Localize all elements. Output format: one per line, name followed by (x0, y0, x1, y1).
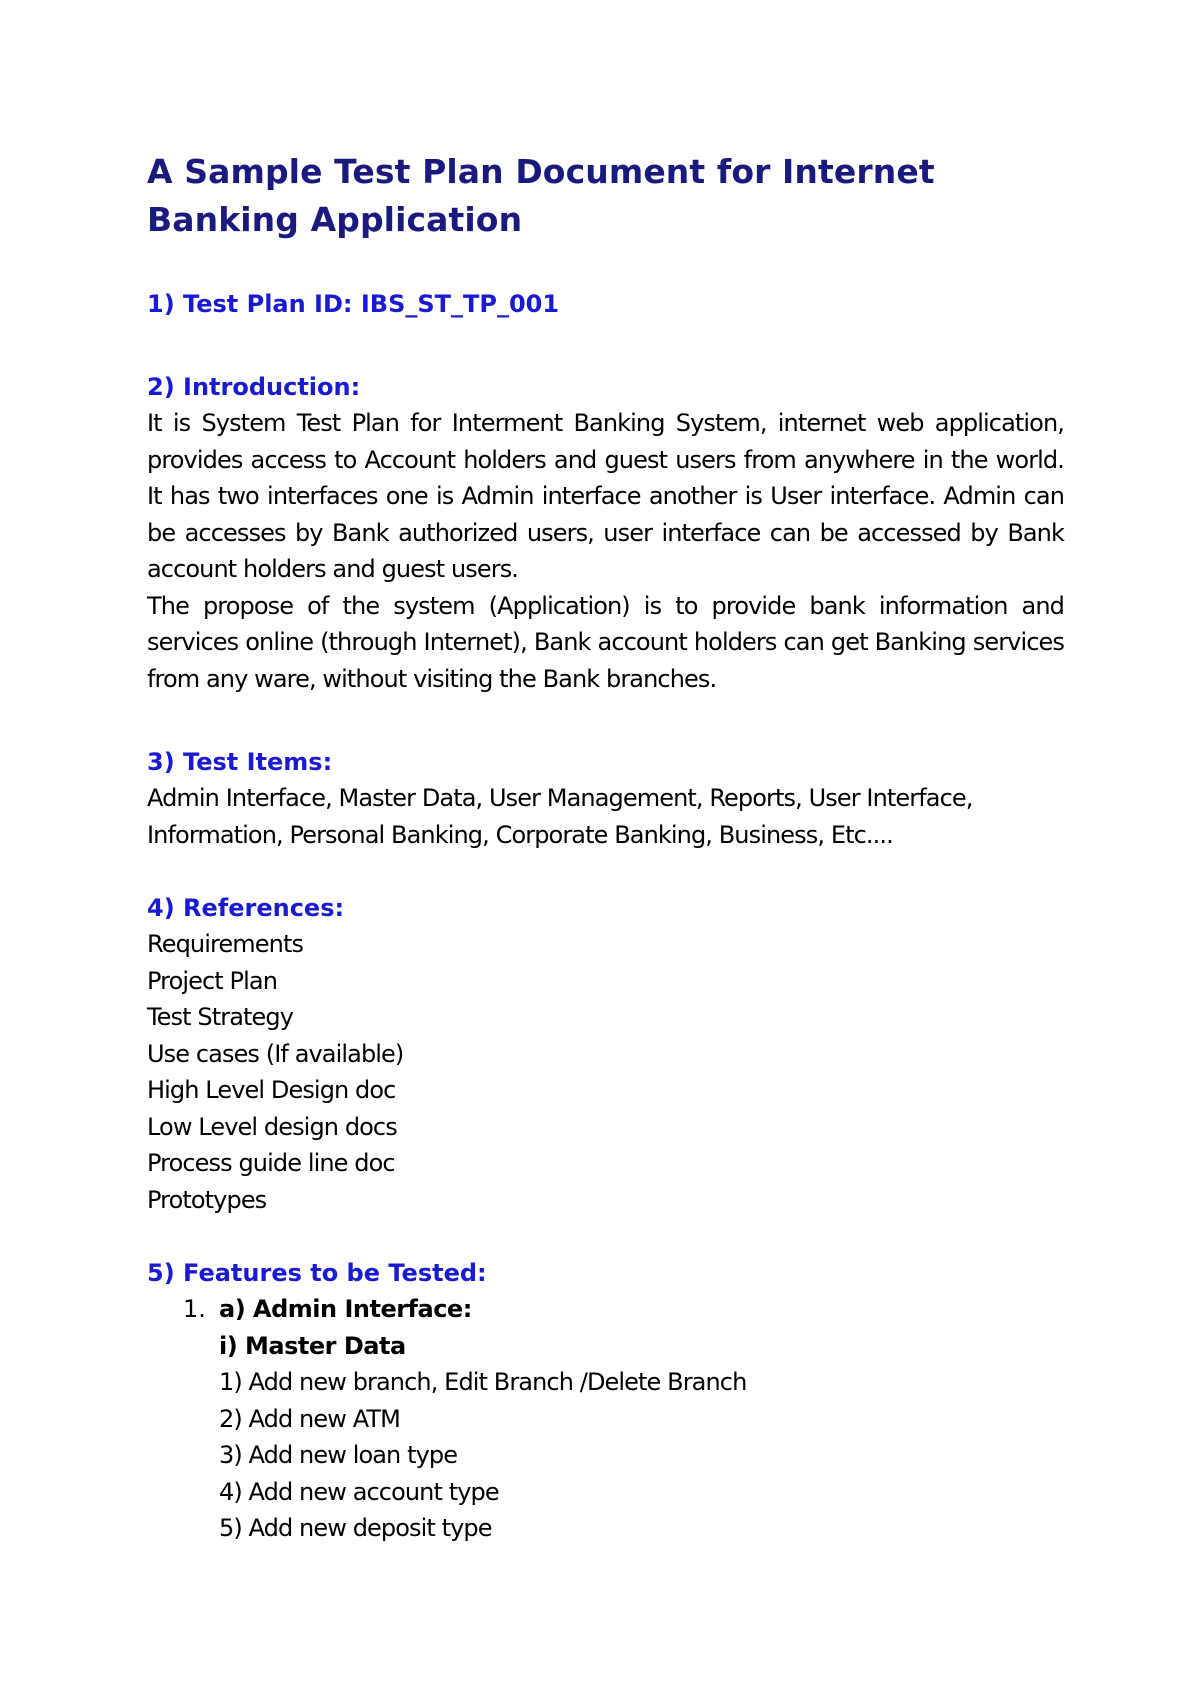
features-heading: 5) Features to be Tested: (147, 1259, 487, 1287)
reference-item: Project Plan (147, 966, 278, 995)
document-page (147, 148, 1064, 1547)
reference-item: Use cases (If available) (147, 1039, 404, 1068)
feature-subgroup-title: i) Master Data (219, 1331, 406, 1360)
reference-item: Low Level design docs (147, 1112, 397, 1141)
features-list (147, 1291, 1064, 1547)
feature-group-admin-interface (147, 1291, 1064, 1547)
introduction-paragraph-1: It is System Test Plan for Interment Banking System, internet web application, provides access to Account holders and guest users from anywhere in the world. It has two interfaces one is Admin interface another is User interface. Admin can be accesses by Bank authorized users, user interface can be accessed by Bank account holders and guest users. (147, 409, 1064, 583)
test-items-heading: 3) Test Items: (147, 748, 333, 776)
feature-item: 4) Add new account type (219, 1477, 499, 1506)
test-plan-id-heading: 1) Test Plan ID: IBS_ST_TP_001 (147, 290, 560, 318)
feature-item: 2) Add new ATM (219, 1404, 400, 1433)
document-title: A Sample Test Plan Document for Internet Banking Application (147, 152, 935, 239)
introduction-heading: 2) Introduction: (147, 373, 361, 401)
test-items-text: Admin Interface, Master Data, User Management, Reports, User Interface, Information, Personal Banking, Corporate Banking, Business, Etc.... (147, 784, 973, 849)
references-list (147, 926, 1064, 1218)
introduction-paragraph-2: The propose of the system (Application) is to provide bank information and services online (through Internet), Bank account holders can get Banking services from any ware, without visiting the Bank branches. (147, 591, 1064, 693)
reference-item: Requirements (147, 930, 304, 958)
feature-group-title: a) Admin Interface: (219, 1295, 472, 1323)
reference-item: High Level Design doc (147, 1076, 396, 1104)
references-heading: 4) References: (147, 894, 345, 922)
feature-item: 1) Add new branch, Edit Branch /Delete Branch (219, 1368, 747, 1396)
feature-item: 5) Add new deposit type (219, 1514, 492, 1542)
reference-item: Prototypes (147, 1185, 267, 1214)
reference-item: Process guide line doc (147, 1149, 395, 1177)
feature-item: 3) Add new loan type (219, 1441, 458, 1469)
reference-item: Test Strategy (147, 1003, 294, 1031)
list-marker: 1. (183, 1295, 206, 1323)
